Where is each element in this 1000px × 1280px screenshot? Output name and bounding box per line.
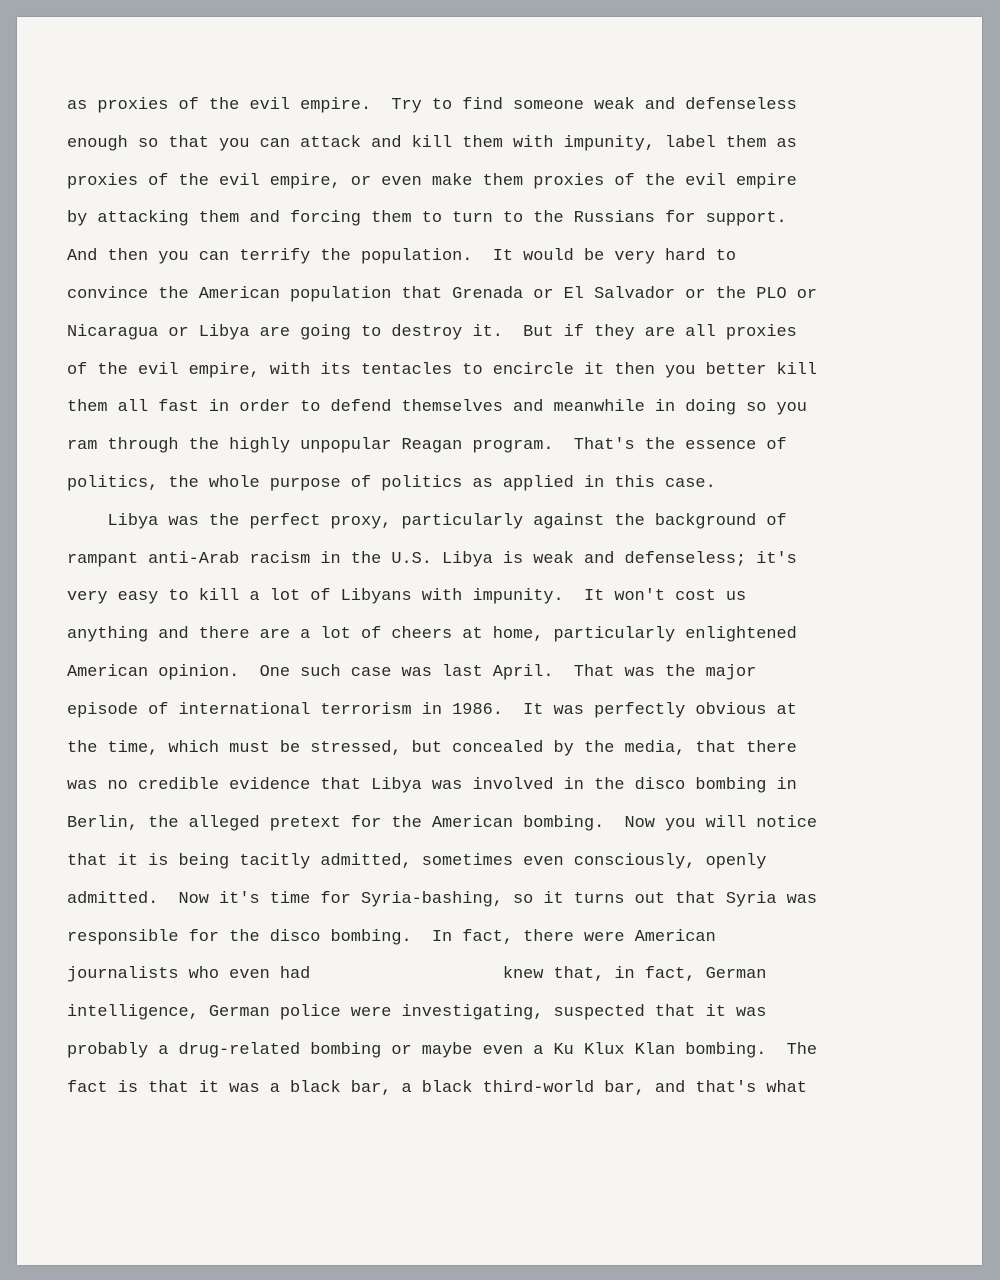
text-line: by attacking them and forcing them to turn to the Russians for support.	[67, 209, 787, 229]
text-line: proxies of the evil empire, or even make them proxies of the evil empire	[67, 171, 797, 191]
text-line: rampant anti-Arab racism in the U.S. Libya is weak and defenseless; it's	[67, 549, 797, 569]
text-line: anything and there are a lot of cheers at home, particularly enlightened	[67, 625, 797, 645]
text-line: fact is that it was a black bar, a black third-world bar, and that's what	[67, 1078, 807, 1098]
text-line: ram through the highly unpopular Reagan program. That's the essence of	[67, 436, 787, 456]
text-line: enough so that you can attack and kill them with impunity, label them as	[67, 133, 797, 153]
text-line: them all fast in order to defend themselves and meanwhile in doing so you	[67, 398, 807, 418]
text-line: And then you can terrify the population. It would be very hard to	[67, 247, 736, 267]
text-line: that it is being tacitly admitted, sometimes even consciously, openly	[67, 851, 767, 871]
text-line: intelligence, German police were investigating, suspected that it was	[67, 1003, 767, 1023]
text-line: Libya was the perfect proxy, particularly against the background of	[67, 511, 787, 531]
typed-text-body	[67, 87, 947, 1108]
text-line: journalists who even had knew that, in fact, German	[67, 965, 767, 985]
text-line: Nicaragua or Libya are going to destroy it. But if they are all proxies	[67, 322, 797, 342]
text-line: convince the American population that Grenada or El Salvador or the PLO or	[67, 284, 818, 304]
text-line: admitted. Now it's time for Syria-bashing, so it turns out that Syria was	[67, 889, 818, 909]
text-line: American opinion. One such case was last April. That was the major	[67, 662, 757, 682]
text-line: politics, the whole purpose of politics as applied in this case.	[67, 473, 716, 493]
text-line: episode of international terrorism in 1986. It was perfectly obvious at	[67, 700, 797, 720]
text-line: the time, which must be stressed, but concealed by the media, that there	[67, 738, 797, 758]
document-page	[17, 17, 982, 1265]
text-line: was no credible evidence that Libya was involved in the disco bombing in	[67, 776, 797, 796]
text-line: as proxies of the evil empire. Try to find someone weak and defenseless	[67, 96, 797, 115]
text-line: of the evil empire, with its tentacles to encircle it then you better kill	[67, 360, 818, 380]
text-line: responsible for the disco bombing. In fact, there were American	[67, 927, 716, 947]
text-line: very easy to kill a lot of Libyans with impunity. It won't cost us	[67, 587, 747, 607]
text-line: probably a drug-related bombing or maybe even a Ku Klux Klan bombing. The	[67, 1040, 818, 1060]
text-line: Berlin, the alleged pretext for the American bombing. Now you will notice	[67, 814, 818, 834]
